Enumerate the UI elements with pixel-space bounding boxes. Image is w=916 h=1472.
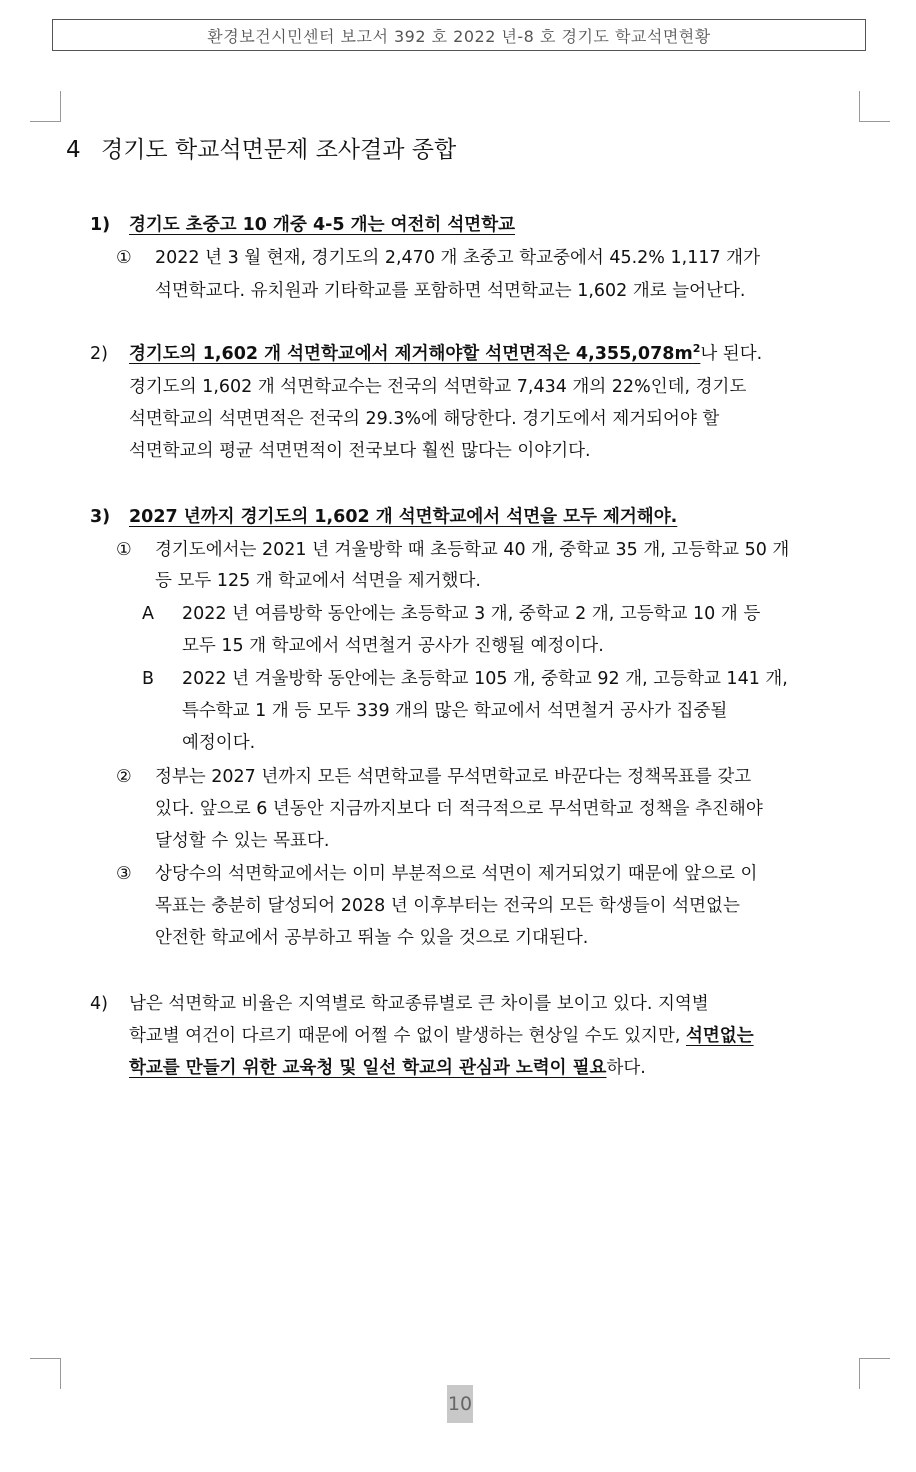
item1-number: 1): [90, 215, 111, 235]
item2-line2: 경기도의 1,602 개 석면학교수는 전국의 석면학교 7,434 개의 22%인데, 경기도: [129, 377, 747, 397]
item1-title: 경기도 초중고 10 개중 4-5 개는 여전히 석면학교: [129, 215, 516, 235]
item3-subA-marker: A: [142, 604, 154, 624]
item3-sub1-marker: ①: [116, 540, 132, 560]
document-header: 환경보건시민센터 보고서 392 호 2022 년-8 호 경기도 학교석면현황: [52, 19, 866, 51]
crop-mark-top-left: [30, 91, 61, 122]
item4-number: 4): [90, 994, 108, 1014]
item1-sub1-line2: 석면학교다. 유치원과 기타학교를 포함하면 석면학교는 1,602 개로 늘어난다.: [155, 281, 746, 301]
item3-sub2-line2: 있다. 앞으로 6 년동안 지금까지보다 더 적극적으로 무석면학교 정책을 추진해야: [155, 799, 763, 819]
item4-line3-tail: 하다.: [606, 1058, 646, 1078]
item4-line1: 남은 석면학교 비율은 지역별로 학교종류별로 큰 차이를 보이고 있다. 지역별: [129, 994, 709, 1014]
crop-mark-bottom-left: [30, 1358, 61, 1389]
crop-mark-bottom-right: [859, 1358, 890, 1389]
item3-subA-line1: 2022 년 여름방학 동안에는 초등학교 3 개, 중학교 2 개, 고등학교 10 개 등: [182, 604, 761, 624]
item3-subB-line3: 예정이다.: [182, 733, 256, 753]
item2-line3: 석면학교의 석면면적은 전국의 29.3%에 해당한다. 경기도에서 제거되어야 할: [129, 409, 720, 429]
item2-number: 2): [90, 344, 108, 364]
item3-sub2-marker: ②: [116, 767, 132, 787]
item3-sub3-marker: ③: [116, 864, 132, 884]
item1-sub1-line1: 2022 년 3 월 현재, 경기도의 2,470 개 초중고 학교중에서 45.2% 1,117 개가: [155, 248, 760, 268]
item3-number: 3): [90, 507, 111, 527]
item3-sub1-line2: 등 모두 125 개 학교에서 석면을 제거했다.: [155, 571, 481, 591]
item2-title-tail: 나 된다.: [700, 344, 763, 364]
item3-sub3-line3: 안전한 학교에서 공부하고 뛰놀 수 있을 것으로 기대된다.: [155, 928, 589, 948]
page-number: 10: [447, 1385, 473, 1423]
crop-mark-top-right: [859, 91, 890, 122]
item4-emphasis-end: 학교를 만들기 위한 교육청 및 일선 학교의 관심과 노력이 필요: [129, 1058, 607, 1078]
item3-sub3-line1: 상당수의 석면학교에서는 이미 부분적으로 석면이 제거되었기 때문에 앞으로 이: [155, 864, 758, 884]
item3-sub3-line2: 목표는 충분히 달성되어 2028 년 이후부터는 전국의 모든 학생들이 석면없는: [155, 896, 740, 916]
item3-sub1-line1: 경기도에서는 2021 년 겨울방학 때 초등학교 40 개, 중학교 35 개, 고등학교 50 개: [155, 540, 790, 560]
item4-line2-text: 학교별 여건이 다르기 때문에 어쩔 수 없이 발생하는 현상일 수도 있지만,: [129, 1026, 686, 1046]
item1-sub1-marker: ①: [116, 248, 132, 268]
item3-subB-line2: 특수학교 1 개 등 모두 339 개의 많은 학교에서 석면철거 공사가 집중될: [182, 701, 728, 721]
item3-title: 2027 년까지 경기도의 1,602 개 석면학교에서 석면을 모두 제거해야.: [129, 507, 678, 527]
item2-title-line: [129, 342, 762, 366]
item3-sub2-line3: 달성할 수 있는 목표다.: [155, 831, 330, 851]
section-number: 4: [66, 137, 81, 163]
section-title: 경기도 학교석면문제 조사결과 종합: [101, 137, 457, 163]
item2-title: 경기도의 1,602 개 석면학교에서 제거해야할 석면면적은 $4,355,078m^2$: [129, 342, 701, 364]
item4-line3: [129, 1056, 646, 1080]
item4-line2: [129, 1024, 754, 1048]
item3-subB-line1: 2022 년 겨울방학 동안에는 초등학교 105 개, 중학교 92 개, 고등학교 141 개,: [182, 669, 788, 689]
item3-subB-marker: B: [142, 669, 155, 689]
item3-sub2-line1: 정부는 2027 년까지 모든 석면학교를 무석면학교로 바꾼다는 정책목표를 갖고: [155, 767, 752, 787]
item2-line4: 석면학교의 평균 석면면적이 전국보다 훨씬 많다는 이야기다.: [129, 441, 591, 461]
item3-subA-line2: 모두 15 개 학교에서 석면철거 공사가 진행될 예정이다.: [182, 636, 604, 656]
item4-emphasis-start: 석면없는: [686, 1026, 754, 1046]
